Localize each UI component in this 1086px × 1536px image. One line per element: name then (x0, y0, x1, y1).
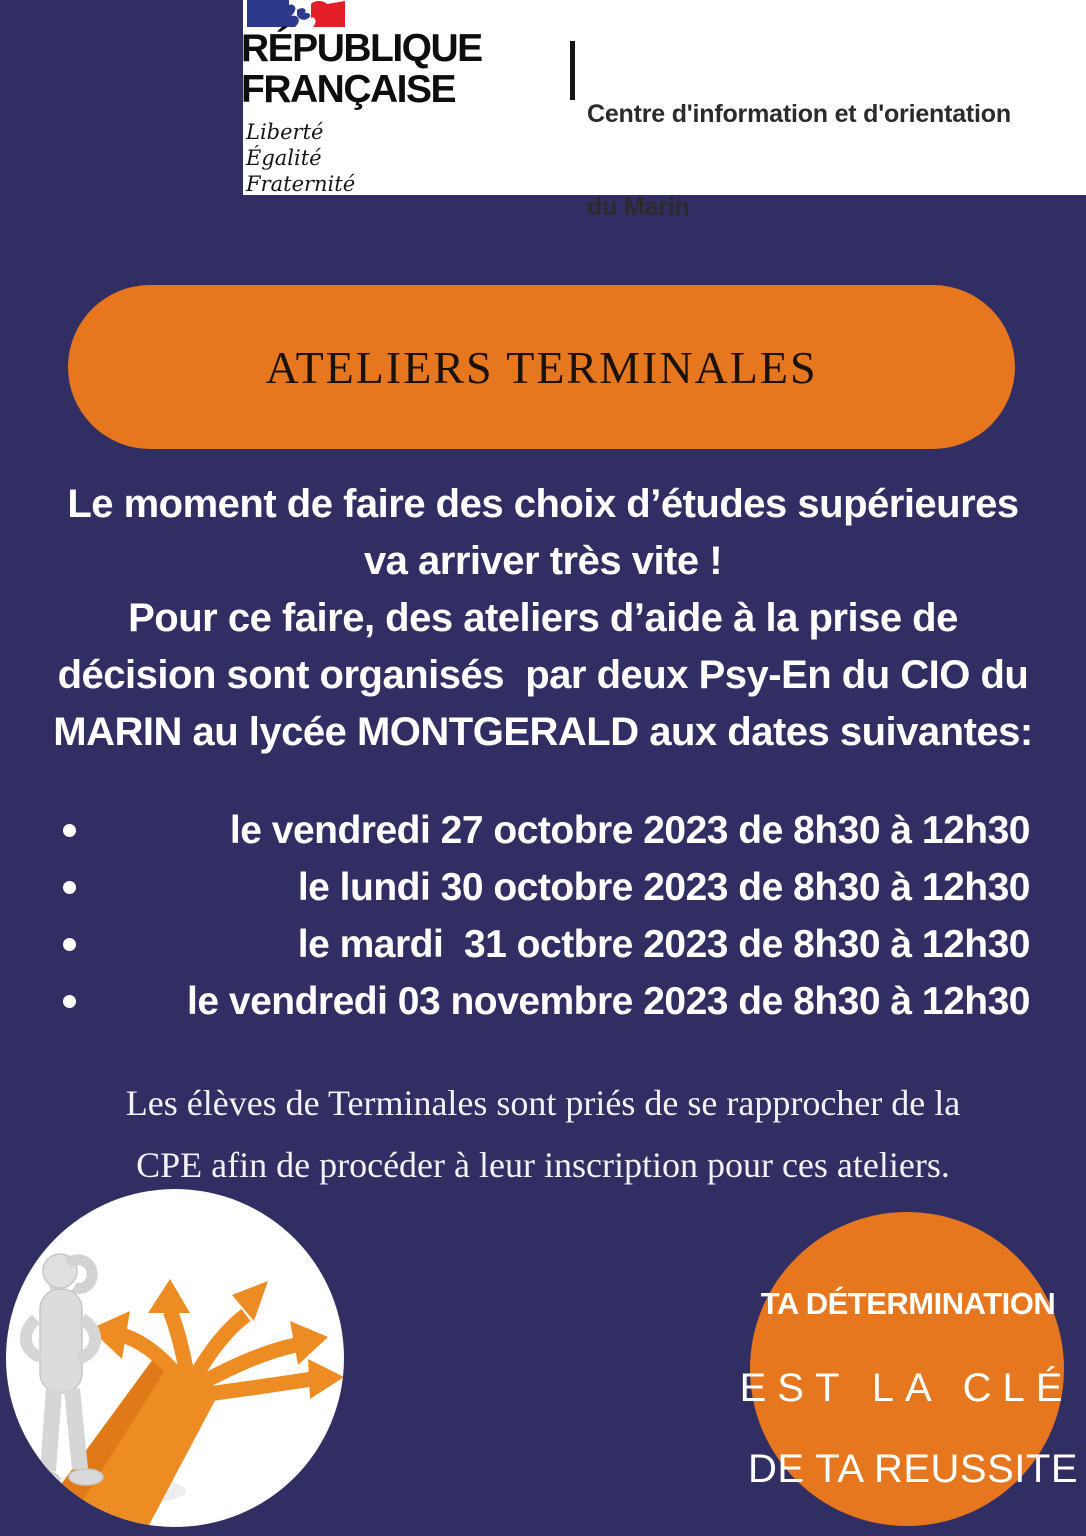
title-banner (68, 285, 1015, 449)
page-title: ATELIERS TERMINALES (265, 341, 818, 393)
date-text: le vendredi 03 novembre 2023 de 8h30 à 12h30 (187, 980, 1030, 1023)
date-item (0, 859, 1086, 916)
note-line: Les élèves de Terminales sont priés de se rapprocher de la (125, 1083, 961, 1123)
note-text (0, 1072, 1086, 1196)
motto-liberte: Liberté (246, 120, 324, 144)
slogan-line3: DE TA REUSSITE (747, 1447, 1079, 1491)
french-flag-icon (245, 0, 345, 28)
intro-line: va arriver très vite ! (363, 539, 723, 583)
logo-line1: RÉPUBLIQUE (241, 27, 482, 70)
intro-line: Pour ce faire, des ateliers d’aide à la prise de (128, 596, 958, 640)
note-line: CPE afin de procéder à leur inscription pour ces ateliers. (136, 1145, 950, 1185)
figure-at-crossroads-image (6, 1189, 344, 1527)
slogan-line2: EST LA CLÉ (739, 1366, 1074, 1410)
intro-line: décision sont organisés par deux Psy-En du CIO du (57, 653, 1029, 697)
date-text: le lundi 30 octobre 2023 de 8h30 à 12h30 (297, 866, 1030, 909)
date-text: le mardi 31 octbre 2023 de 8h30 à 12h30 (297, 923, 1030, 966)
date-item (0, 802, 1086, 859)
divider-bar (570, 41, 575, 100)
motto-fraternite: Fraternité (246, 172, 356, 196)
intro-line: Le moment de faire des choix d’études supérieures (67, 482, 1019, 526)
date-item (0, 916, 1086, 973)
intro-line: MARIN au lycée MONTGERALD aux dates suivantes: (53, 710, 1033, 754)
org-name (587, 37, 1011, 285)
date-text: le vendredi 27 octobre 2023 de 8h30 à 12h30 (229, 809, 1030, 852)
intro-text (0, 476, 1086, 761)
choice-illustration-circle (6, 1189, 344, 1527)
motto-egalite: Égalité (246, 146, 322, 170)
slogan-line1: TA DÉTERMINATION (760, 1286, 1056, 1321)
logo-line2: FRANÇAISE (241, 68, 456, 111)
org-line1: Centre d'information et d'orientation (587, 100, 1011, 128)
dates-list (0, 802, 1086, 1030)
date-item (0, 973, 1086, 1030)
header (241, 0, 1086, 221)
logo-motto (246, 119, 355, 197)
republique-francaise-logo (241, 28, 482, 110)
org-line2: du Marin (587, 193, 690, 221)
